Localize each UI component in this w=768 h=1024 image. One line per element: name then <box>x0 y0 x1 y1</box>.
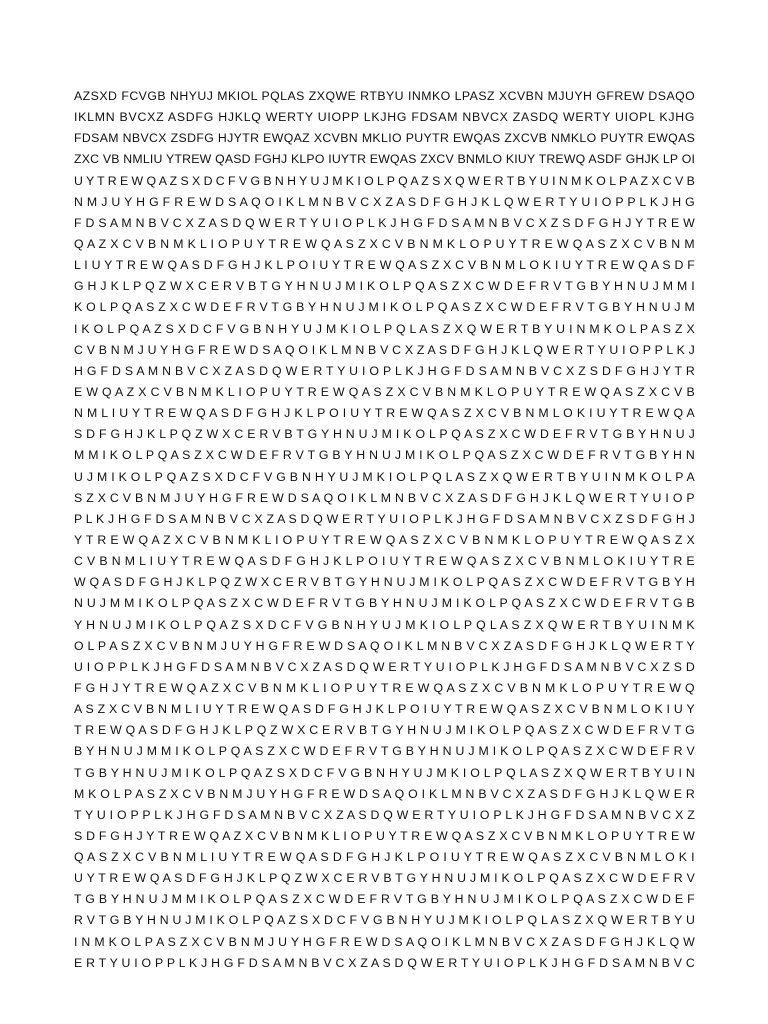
text-line: P L K J H G F D S A M N B V C X Z A S D Q W E R T Y U I O P L K J H G F D S A M N B V C X Z S D F G H J <box>74 511 695 526</box>
text-line: S D F G H J K L P Q Z W X C E R V B T G Y H N U J M I K O L P Q A S Z X C W D E F R V T G B Y H N U J <box>74 427 696 442</box>
text-line: F G H J Y T R E W Q A Z X C V B N M K L I O P U Y T R E W Q A S Z X C V B N M K L O P U Y T R E W Q <box>74 680 695 695</box>
text-line: S D F G H J Y T R E W Q A Z X C V B N M K L I O P U Y T R E W Q A S Z X C V B N M K L O P U Y T R E W <box>74 828 695 843</box>
text-line: T G B Y H N U J M I K O L P Q A Z S X D C F V G B N H Y U J M K I O L P Q L A S Z X Q W E R T B Y U I N <box>74 765 696 780</box>
text-line: U J M I K O L P Q A Z S X D C F V G B N H Y U J M K I O L P Q L A S Z X Q W E R T B Y U I N M K O L P A <box>74 469 695 484</box>
text-block <box>74 86 696 974</box>
text-line: C V B N M J U Y H G F R E W D S A Q O I K L M N B V C X Z A S D F G H J K L Q W E R T Y U I O P P L K J <box>74 342 696 357</box>
text-line: ZXC VB NMLIU YTREW QASD FGHJ KLPO IUYTR EWQAS ZXCV BNMLO KIUY TREWQ ASDF GHJK LP OI <box>74 152 696 167</box>
text-line: F D S A M N B V C X Z A S D Q W E R T Y U I O P L K J H G F D S A M N B V C X Z S D F G H J Y T R E W <box>74 215 696 230</box>
text-line: B Y H N U J M M I K O L P Q A S Z X C W D E F R V T G B Y H N U J M I K O L P Q A S Z X C W D E F R V <box>74 744 696 759</box>
text-line: A S Z X C V B N M L I U Y T R E W Q A S D F G H J K L P O I U Y T R E W Q A S Z X C V B N M L O K I U Y <box>74 702 695 717</box>
text-line: O L P A S Z X C V B N M J U Y H G F R E W D S A Q O I K L M N B V C X Z A S D F G H J K L Q W E R T Y <box>74 638 696 653</box>
text-line: Y H N U J M I K O L P Q A Z S X D C F V G B N H Y U J M K I O L P Q L A S Z X Q W E R T B Y U I N M K <box>74 617 695 632</box>
text-line: N M L I U Y T R E W Q A S D F G H J K L P O I U Y T R E W Q A S Z X C V B N M L O K I U Y T R E W Q A <box>74 406 695 421</box>
text-line: C V B N M L I U Y T R E W Q A S D F G H J K L P O I U Y T R E W Q A S Z X C V B N M L O K I U Y T R E <box>74 554 695 569</box>
text-line: N M J U Y H G F R E W D S A Q O I K L M N B V C X Z A S D F G H J K L Q W E R T Y U I O P P L K J H G <box>74 194 696 209</box>
text-line: I K O L P Q A Z S X D C F V G B N H Y U J M K I O L P Q L A S Z X Q W E R T B Y U I N M K O L P A S Z X <box>74 321 695 336</box>
text-line: FDSAM NBVCX ZSDFG HJYTR EWQAZ XCVBN MKLIO PUYTR EWQAS ZXCVB NMKLO PUYTR EWQAS <box>74 131 696 146</box>
text-line: IKLMN BVCXZ ASDFG HJKLQ WERTY UIOPP LKJHG FDSAM NBVCX ZASDQ WERTY UIOPL KJHG <box>74 110 696 125</box>
text-line: AZSXD FCVGB NHYUJ MKIOL PQLAS ZXQWE RTBYU INMKO LPASZ XCVBN MJUYH GFREW DSAQO <box>74 89 696 103</box>
text-line: I N M K O L P A S Z X C V B N M J U Y H G F R E W D S A Q O I K L M N B V C X Z A S D F G H J K L Q W <box>74 934 696 949</box>
text-line: T G B Y H N U J M M I K O L P Q A S Z X C W D E F R V T G B Y H N U J M I K O L P Q A S Z X C W D E F <box>74 892 695 907</box>
text-line: N U J M M I K O L P Q A S Z X C W D E F R V T G B Y H N U J M I K O L P Q A S Z X C W D E F R V T G B <box>74 596 696 611</box>
text-line: M M I K O L P Q A S Z X C W D E F R V T G B Y H N U J M I K O L P Q A S Z X C W D E F R V T G B Y H N <box>74 448 696 463</box>
text-line: T Y U I O P P L K J H G F D S A M N B V C X Z A S D Q W E R T Y U I O P L K J H G F D S A M N B V C X Z <box>74 807 695 822</box>
text-line: U Y T R E W Q A S D F G H J K L P Q Z W X C E R V B T G Y H N U J M I K O L P Q A S Z X C W D E F R V <box>74 871 696 886</box>
text-line: R V T G B Y H N U J M I K O L P Q A Z S X D C F V G B N H Y U J M K I O L P Q L A S Z X Q W E R T B Y U <box>74 913 696 928</box>
text-line: G H J K L P Q Z W X C E R V B T G Y H N U J M I K O L P Q A S Z X C W D E F R V T G B Y H N U J M M I <box>74 279 695 294</box>
text-line: E W Q A Z X C V B N M K L I O P U Y T R E W Q A S Z X C V B N M K L O P U Y T R E W Q A S Z X C V B <box>74 384 696 399</box>
text-line: M K O L P A S Z X C V B N M J U Y H G F R E W D S A Q O I K L M N B V C X Z A S D F G H J K L Q W E R <box>74 786 695 801</box>
text-line: H G F D S A M N B V C X Z A S D Q W E R T Y U I O P L K J H G F D S A M N B V C X Z S D F G H J Y T R <box>74 363 695 378</box>
text-line: U I O P P L K J H G F D S A M N B V C X Z A S D Q W E R T Y U I O P L K J H G F D S A M N B V C X Z S D <box>74 659 695 674</box>
text-line: K O L P Q A S Z X C W D E F R V T G B Y H N U J M I K O L P Q A S Z X C W D E F R V T G B Y H N U J M <box>74 300 695 315</box>
text-line: L I U Y T R E W Q A S D F G H J K L P O I U Y T R E W Q A S Z X C V B N M L O K I U Y T R E W Q A S D F <box>74 258 696 273</box>
text-line: S Z X C V B N M J U Y H G F R E W D S A Q O I K L M N B V C X Z A S D F G H J K L Q W E R T Y U I O P <box>74 490 695 505</box>
text-line: Y T R E W Q A Z X C V B N M K L I O P U Y T R E W Q A S Z X C V B N M K L O P U Y T R E W Q A S Z X <box>74 532 696 547</box>
text-line: Q A Z X C V B N M K L I O P U Y T R E W Q A S Z X C V B N M K L O P U Y T R E W Q A S Z X C V B N M <box>74 236 695 251</box>
text-line: W Q A S D F G H J K L P Q Z W X C E R V B T G Y H N U J M I K O L P Q A S Z X C W D E F R V T G B Y H <box>74 575 696 590</box>
text-line: U Y T R E W Q A Z S X D C F V G B N H Y U J M K I O L P Q A Z S X Q W E R T B Y U I N M K O L P A Z X C V B <box>74 173 695 188</box>
text-line: Q A S Z X C V B N M L I U Y T R E W Q A S D F G H J K L P O I U Y T R E W Q A S Z X C V B N M L O K I <box>74 850 695 865</box>
text-line: E R T Y U I O P P L K J H G F D S A M N B V C X Z A S D Q W E R T Y U I O P L K J H G F D S A M N B V C <box>74 955 695 970</box>
text-line: T R E W Q A S D F G H J K L P Q Z W X C E R V B T G Y H N U J M I K O L P Q A S Z X C W D E F R V T G <box>74 723 695 738</box>
